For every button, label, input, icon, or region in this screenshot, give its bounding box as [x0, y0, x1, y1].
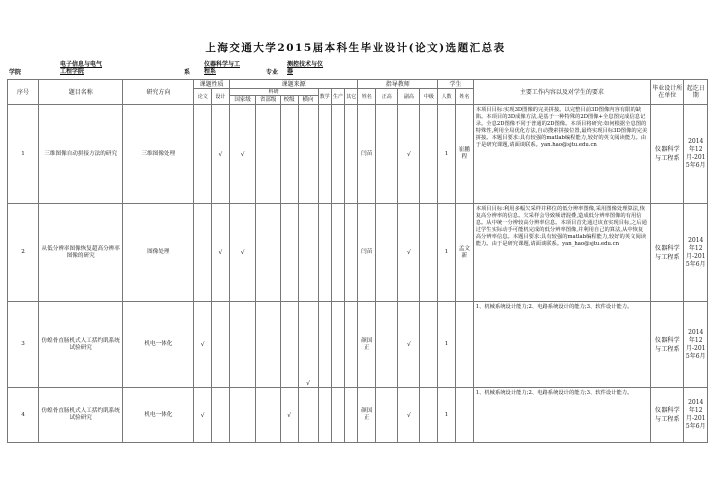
mark-assoc: √ — [398, 302, 420, 388]
mark-other — [345, 302, 358, 388]
mark-horizontal — [298, 388, 318, 443]
mark-prof — [376, 105, 398, 204]
school-label: 学院 — [9, 69, 22, 76]
row-student: 孟文新 — [455, 204, 473, 302]
row-count: 1 — [438, 388, 456, 443]
mark-middle — [420, 105, 438, 204]
col-school: 校级 — [280, 96, 298, 105]
row-direction: 机电一体化 — [123, 388, 194, 443]
row-seq: 1 — [8, 105, 39, 204]
topic-summary-table — [7, 79, 708, 443]
mark-teaching — [318, 388, 331, 443]
row-count: 1 — [438, 105, 456, 204]
row-requirements: 本项目目标:实现3D图像的完美拼接。以完整目前3D图像内容有限的缺陷。本项目的3D成像方法,是基于一种特殊的2D图像+全息图完成信息记录。全息2D图像不同于普通的2D图像。本项目将研究:如何根据全息图的特殊性,利用全局优化方法,自动搜索拼接位置,最终实现目标3D图像的完美拼接。本题目要求:具有较强的matlab编程能力,较好的英文阅读能力。由于是研究课题,请面谈联系。yan.hao@sjtu.edu.cn — [473, 105, 650, 204]
mark-national — [229, 388, 256, 443]
mark-national — [229, 302, 256, 388]
col-advisor: 指导教师 — [358, 80, 438, 89]
row-unit: 仪器科学与工程系 — [651, 388, 684, 443]
row-seq: 2 — [8, 204, 39, 302]
mark-production — [331, 204, 344, 302]
mark-thesis — [194, 105, 212, 204]
col-unit: 毕业设计所在单位 — [651, 80, 684, 105]
row-requirements: 1、机械系统设计能力;2、电路系统设计的能力;3、软件设计能力。 — [473, 302, 650, 388]
row-topic: 三维图像自动拼接方法的研究 — [39, 105, 123, 204]
row-unit: 仪器科学与工程系 — [651, 204, 684, 302]
row-student: 崔鹏程 — [455, 105, 473, 204]
mark-provincial — [256, 105, 280, 204]
mark-thesis — [194, 204, 212, 302]
mark-provincial — [256, 204, 280, 302]
mark-thesis: √ — [194, 302, 212, 388]
row-count: 1 — [438, 302, 456, 388]
major-label: 专业 — [266, 69, 279, 76]
mark-prof — [376, 302, 398, 388]
row-unit: 仪器科学与工程系 — [651, 105, 684, 204]
row-advisor: 闫苗 — [358, 204, 376, 302]
mark-middle — [420, 388, 438, 443]
col-student-name: 姓名 — [455, 89, 473, 105]
mark-thesis: √ — [194, 388, 212, 443]
mark-school — [280, 105, 298, 204]
row-direction: 机电一体化 — [123, 302, 194, 388]
major-value-line1: 测控技术与仪 — [287, 61, 324, 68]
mark-horizontal — [298, 105, 318, 204]
mark-design: √ — [212, 204, 230, 302]
row-topic: 从低分辨率图像恢复超高分辨率图像的研究 — [39, 204, 123, 302]
table-row — [8, 204, 708, 302]
mark-teaching — [318, 302, 331, 388]
mark-teaching — [318, 105, 331, 204]
mark-school: √ — [280, 388, 298, 443]
col-production: 生产 — [331, 89, 344, 105]
col-other: 其它 — [345, 89, 358, 105]
dept-label: 系 — [184, 69, 191, 76]
row-dates: 2014年12月-2015年6月 — [684, 388, 708, 443]
row-advisor: 闫苗 — [358, 105, 376, 204]
col-topic: 题目名称 — [39, 80, 123, 105]
col-dates: 起讫日期 — [684, 80, 708, 105]
mark-production — [331, 388, 344, 443]
col-research: 科研 — [229, 89, 318, 96]
mark-prof — [376, 388, 398, 443]
mark-design — [212, 302, 230, 388]
school-value-line2: 工程学院 — [60, 68, 85, 75]
row-requirements: 本项目目标:利用多幅欠采样并移位的低分辨率图像,采用图像处理算法,恢复高分辨率的信息。欠采样会导致频谱混叠,造成低分辨率图像的有用信息。从中统一分辨较高分辨率信息。本项目首先通过该直实现目标,之后通过学生实际动手可能机完成的低分辨率图像,并利用自己的算法,从中恢复高分辨率信息。本题目要求:具有较强的matlab编程能力,较好的英文阅读能力。由于是研究课题,请面谈联系。yan_hao@sjtu.edu.cn — [473, 204, 650, 302]
mark-assoc: √ — [398, 204, 420, 302]
col-count: 人数 — [438, 89, 456, 105]
row-requirements: 1、机械系统设计能力;2、电路系统设计的能力;3、软件设计能力。 — [473, 388, 650, 443]
mark-assoc: √ — [398, 105, 420, 204]
table-row — [8, 105, 708, 204]
mark-other — [345, 388, 358, 443]
col-teaching: 教学 — [318, 89, 331, 105]
row-dates: 2014年12月-2015年6月 — [684, 302, 708, 388]
col-national: 国家级 — [229, 96, 256, 105]
col-source: 课题来源 — [229, 80, 358, 89]
row-direction: 三维图像处理 — [123, 105, 194, 204]
major-value-line2: 器 — [287, 68, 294, 75]
row-unit: 仪器科学与工程系 — [651, 302, 684, 388]
school-value-line1: 电子信息与电气 — [60, 61, 103, 68]
row-seq: 4 — [8, 388, 39, 443]
mark-other — [345, 105, 358, 204]
mark-middle — [420, 204, 438, 302]
mark-provincial — [256, 388, 280, 443]
mark-design — [212, 388, 230, 443]
row-topic: 仿蝗骨直肠机式人工括约肌系统试验研究 — [39, 302, 123, 388]
mark-national: √ — [229, 204, 256, 302]
row-student — [455, 388, 473, 443]
mark-school — [280, 302, 298, 388]
mark-teaching — [318, 204, 331, 302]
table-row — [8, 388, 708, 443]
mark-production — [331, 105, 344, 204]
mark-design: √ — [212, 105, 230, 204]
page-title: 上海交通大学2015届本科生毕业设计(论文)选题汇总表 — [205, 42, 506, 54]
mark-other — [345, 204, 358, 302]
mark-prof — [376, 204, 398, 302]
col-middle: 中级 — [420, 89, 438, 105]
col-assoc: 副高 — [398, 89, 420, 105]
col-nature: 课题性质 — [194, 80, 229, 89]
col-prof: 正高 — [376, 89, 398, 105]
col-nature-design: 设计 — [212, 89, 230, 105]
col-student: 学生 — [438, 80, 473, 89]
row-count: 1 — [438, 204, 456, 302]
table-row — [8, 302, 708, 388]
row-direction: 图像处理 — [123, 204, 194, 302]
col-seq: 序号 — [8, 80, 39, 105]
mark-assoc: √ — [398, 388, 420, 443]
col-main-content: 主要工作内容以及对学生的要求 — [473, 80, 650, 105]
dept-value-line1: 仪器科学与工 — [204, 61, 241, 68]
dept-value-line2: 程系 — [204, 68, 217, 75]
col-provincial: 省部级 — [256, 96, 280, 105]
mark-horizontal — [298, 204, 318, 302]
col-horizontal: 横向 — [298, 96, 318, 105]
row-topic: 仿蝗骨直肠机式人工括约肌系统试验研究 — [39, 388, 123, 443]
mark-middle — [420, 302, 438, 388]
row-dates: 2014年12月-2015年6月 — [684, 105, 708, 204]
col-direction: 研究方向 — [123, 80, 194, 105]
row-dates: 2014年12月-2015年6月 — [684, 204, 708, 302]
row-advisor: 颜国正 — [358, 302, 376, 388]
row-seq: 3 — [8, 302, 39, 388]
mark-production — [331, 302, 344, 388]
mark-provincial — [256, 302, 280, 388]
row-advisor: 颜国正 — [358, 388, 376, 443]
mark-school — [280, 204, 298, 302]
mark-national: √ — [229, 105, 256, 204]
row-student — [455, 302, 473, 388]
col-nature-thesis: 论文 — [194, 89, 212, 105]
mark-horizontal: √ — [298, 302, 318, 388]
col-advisor-name: 姓名 — [358, 89, 376, 105]
